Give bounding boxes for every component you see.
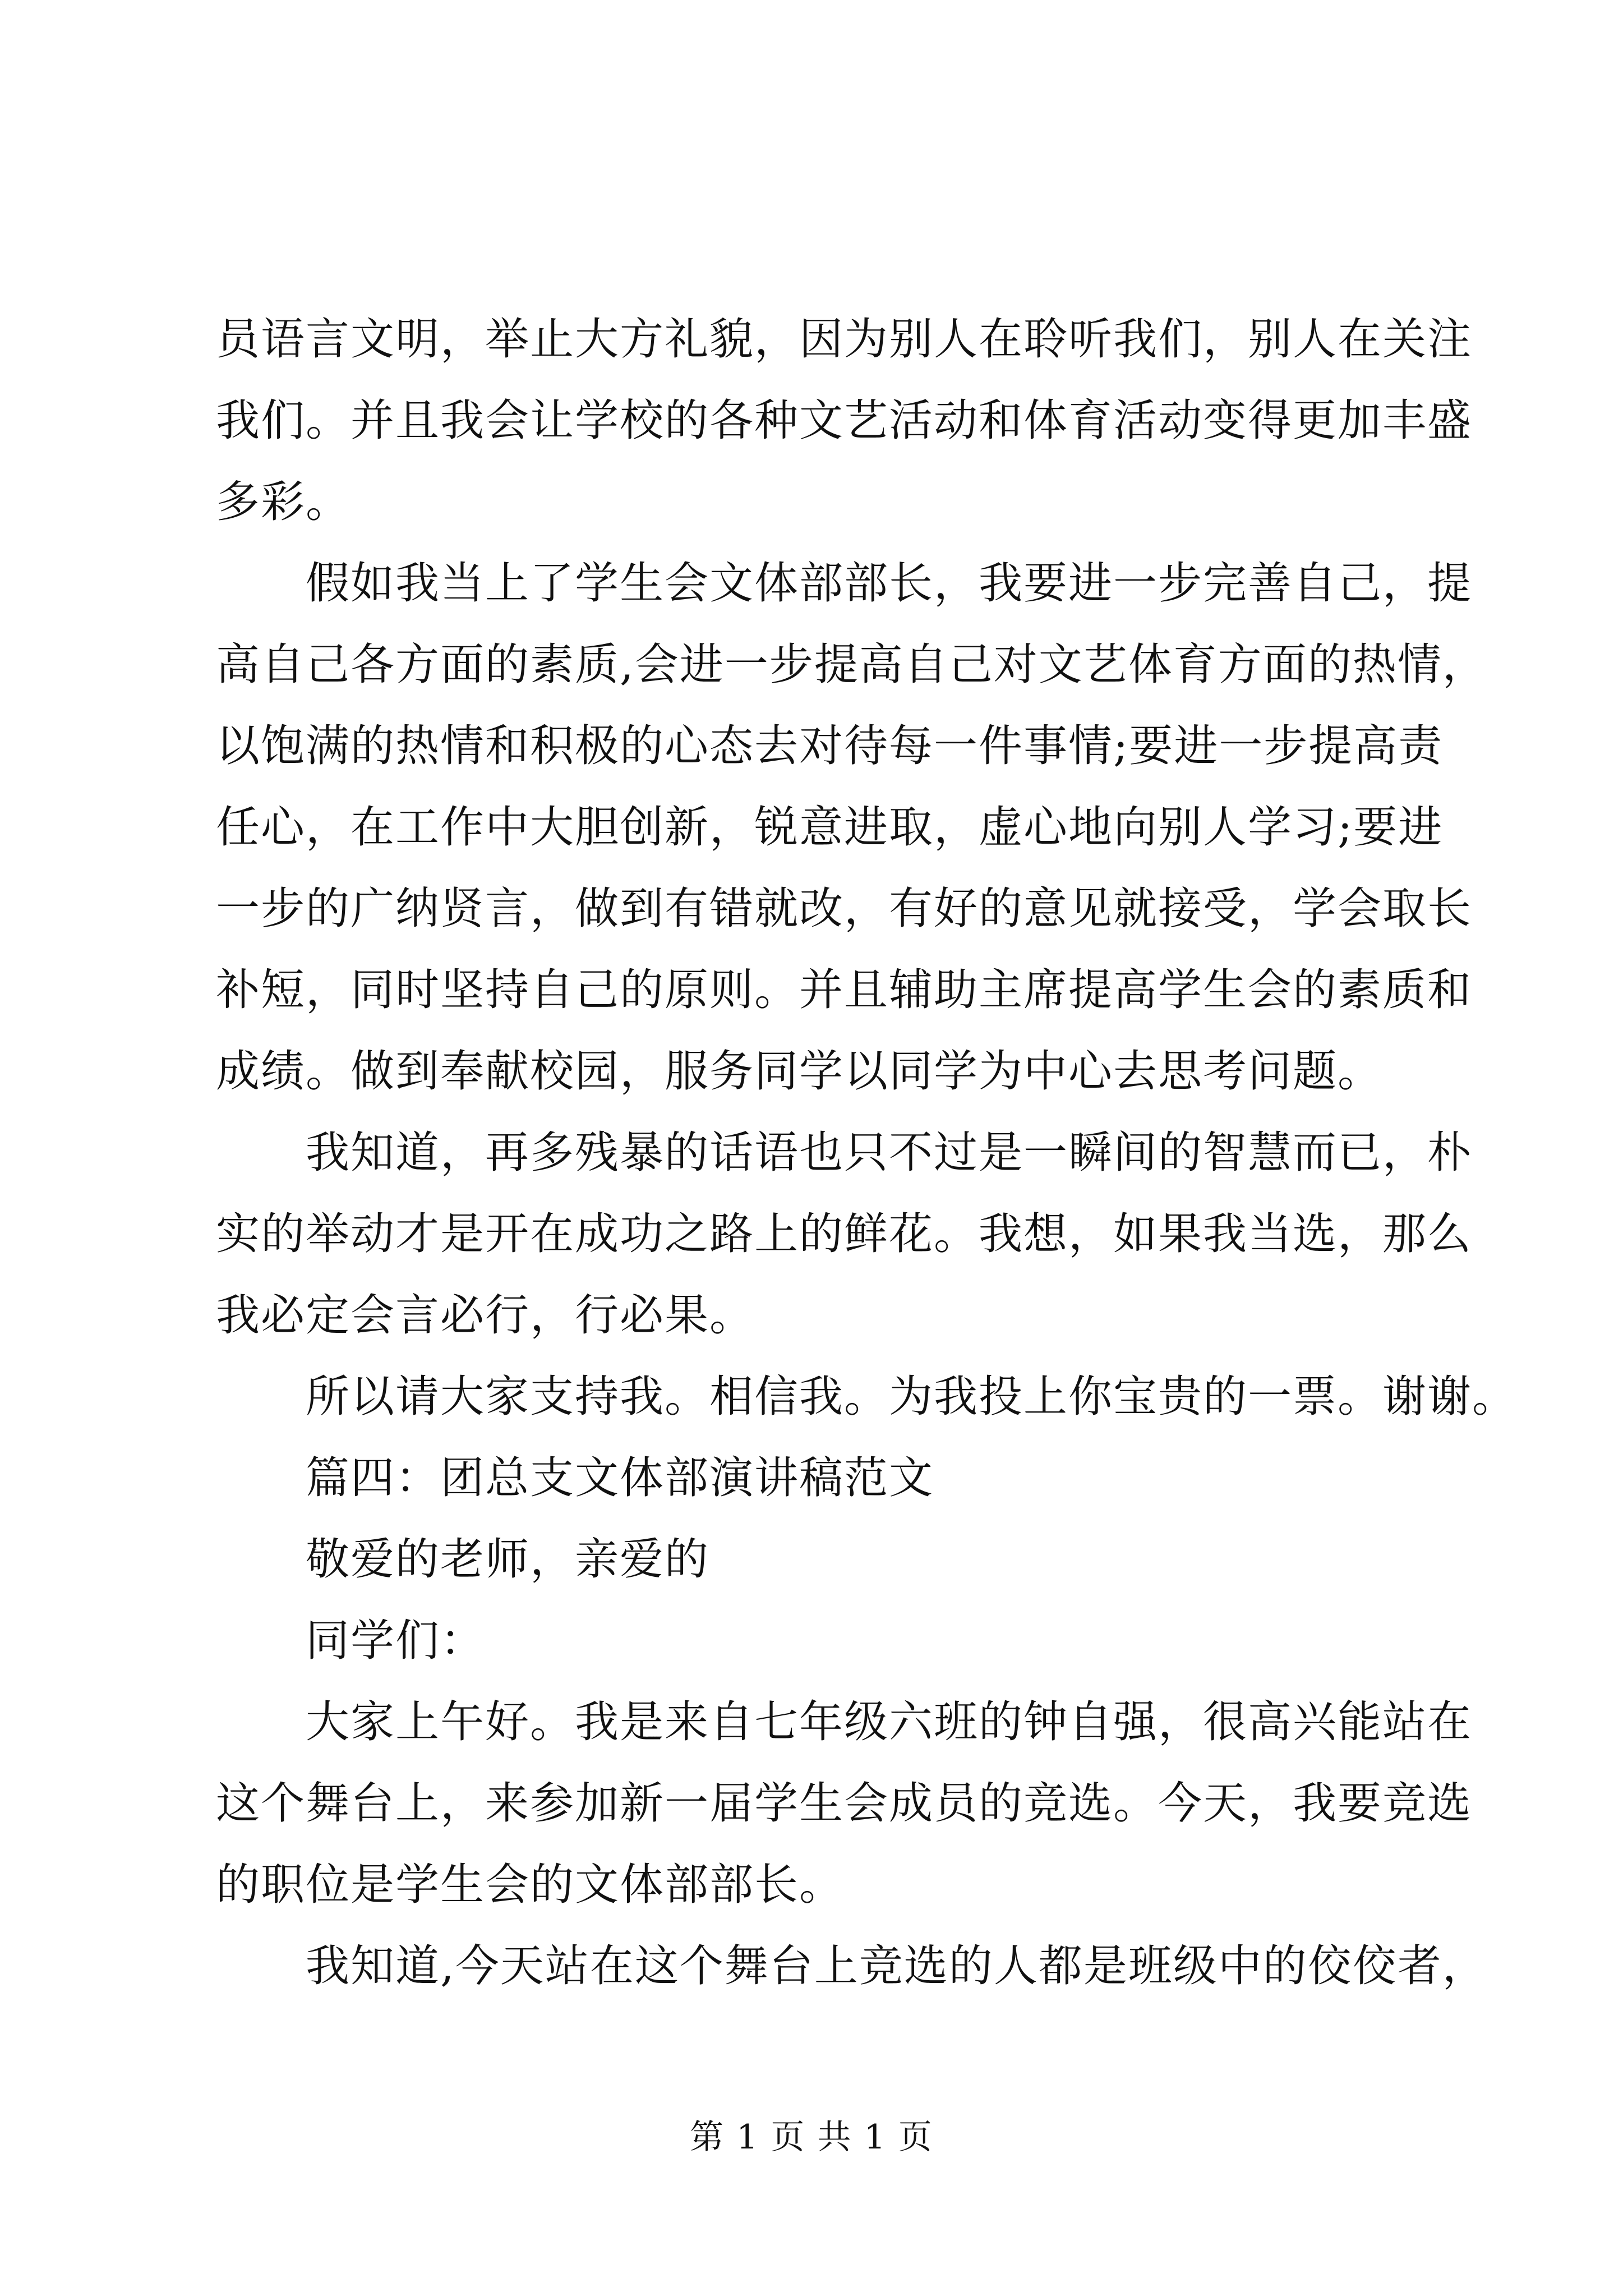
body-line-4: 假如我当上了学生会文体部部长，我要进一步完善自己，提 — [306, 558, 1473, 609]
body-line-19: 这个舞台上，来参加新一届学生会成员的竞选。今天，我要竞选 — [216, 1778, 1473, 1829]
body-line-14: 所以请大家支持我。相信我。为我投上你宝贵的一票。谢谢。 — [306, 1372, 1518, 1422]
body-line-6: 以饱满的热情和积极的心态去对待每一件事情;要进一步提高责 — [216, 721, 1444, 771]
body-line-12: 实的举动才是开在成功之路上的鲜花。我想，如果我当选，那么 — [216, 1209, 1473, 1259]
body-line-2: 我们。并且我会让学校的各种文艺活动和体育活动变得更加丰盛 — [216, 395, 1473, 446]
body-line-21: 我知道,今天站在这个舞台上竞选的人都是班级中的佼佼者， — [306, 1941, 1487, 1991]
body-line-18: 大家上午好。我是来自七年级六班的钟自强，很高兴能站在 — [306, 1697, 1473, 1747]
body-line-10: 成绩。做到奉献校园，服务同学以同学为中心去思考问题。 — [216, 1046, 1383, 1097]
body-line-9: 补短，同时坚持自己的原则。并且辅助主席提高学生会的素质和 — [216, 965, 1473, 1015]
body-line-13: 我必定会言必行，行必果。 — [216, 1290, 755, 1341]
body-line-3: 多彩。 — [216, 477, 351, 527]
body-line-20: 的职位是学生会的文体部部长。 — [216, 1860, 845, 1910]
section-heading: 篇四：团总支文体部演讲稿范文 — [306, 1453, 934, 1503]
body-line-1: 员语言文明，举止大方礼貌，因为别人在聆听我们，别人在关注 — [216, 314, 1473, 365]
salutation-line-2: 同学们： — [306, 1616, 486, 1666]
salutation-line-1: 敬爱的老师，亲爱的 — [306, 1534, 710, 1585]
body-line-7: 任心，在工作中大胆创新，锐意进取，虚心地向别人学习;要进 — [216, 802, 1444, 853]
body-line-11: 我知道，再多残暴的话语也只不过是一瞬间的智慧而已，朴 — [306, 1128, 1473, 1178]
body-line-5: 高自己各方面的素质,会进一步提高自己对文艺体育方面的热情， — [216, 639, 1487, 690]
body-line-8: 一步的广纳贤言，做到有错就改，有好的意见就接受，学会取长 — [216, 884, 1473, 934]
page-footer: 第 1 页 共 1 页 — [690, 2118, 933, 2157]
